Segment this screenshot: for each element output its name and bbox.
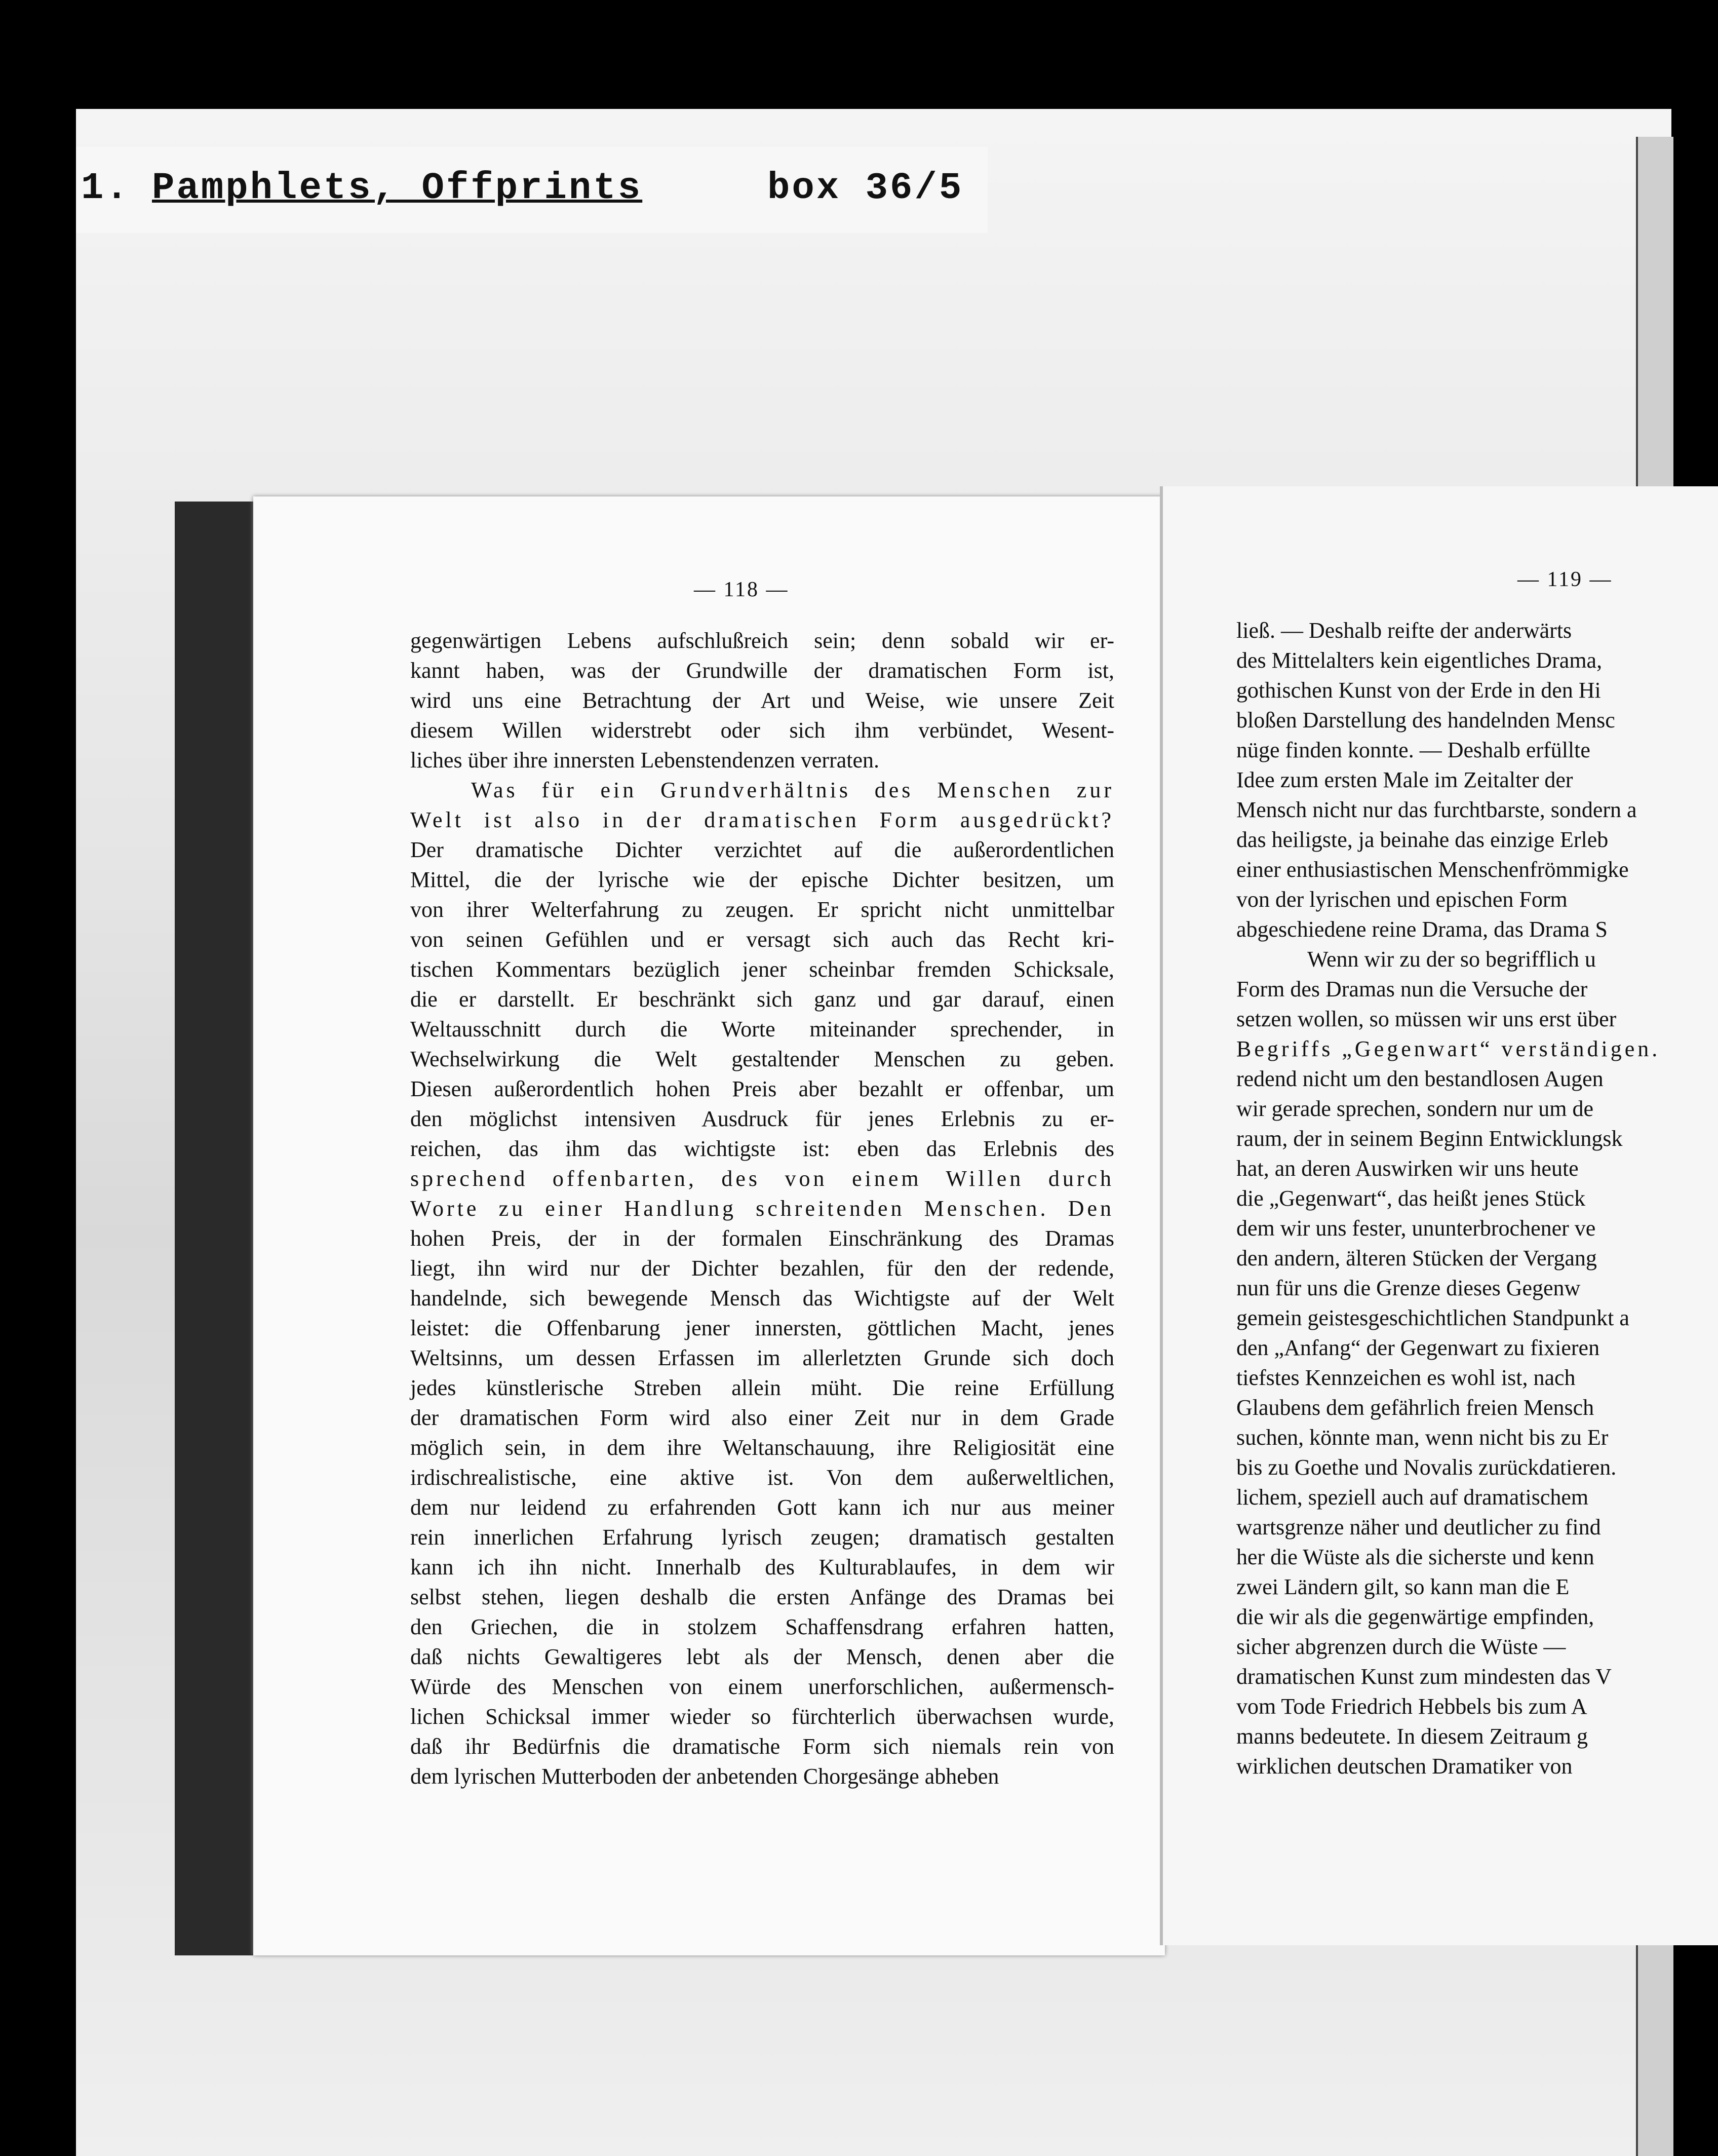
- text-line: Welt ist also in der dramatischen Form ausgedrückt?: [410, 807, 1114, 832]
- text-line: gothischen Kunst von der Erde in den Hi: [1236, 678, 1601, 703]
- text-line: Wenn wir zu der so begrifflich u: [1307, 947, 1596, 972]
- text-line: lichem, speziell auch auf dramatischem: [1236, 1485, 1589, 1510]
- label-box-number: box 36/5: [767, 167, 964, 210]
- text-line: daß ihr Bedürfnis die dramatische Form sich niemals rein von: [410, 1734, 1114, 1759]
- text-line: diesem Willen widerstrebt oder sich ihm verbündet, Wesent-: [410, 718, 1114, 743]
- text-line: sicher abgrenzen durch die Wüste —: [1236, 1634, 1566, 1659]
- text-line: gemein geistesgeschichtlichen Standpunkt a: [1236, 1305, 1629, 1330]
- text-line: bloßen Darstellung des handelnden Mensc: [1236, 708, 1615, 733]
- text-line: irdischrealistische, eine aktive ist. Von dem außerweltlichen,: [410, 1465, 1114, 1490]
- text-line: suchen, könnte man, wenn nicht bis zu Er: [1236, 1425, 1609, 1450]
- text-line: dramatischen Kunst zum mindesten das V: [1236, 1664, 1612, 1689]
- text-line: lichen Schicksal immer wieder so fürchterlich überwachsen wurde,: [410, 1704, 1114, 1729]
- text-line: leistet: die Offenbarung jener innersten, göttlichen Macht, jenes: [410, 1316, 1114, 1340]
- text-line: setzen wollen, so müssen wir uns erst über: [1236, 1007, 1617, 1031]
- text-line: wird uns eine Betrachtung der Art und Weise, wie unsere Zeit: [410, 688, 1114, 713]
- text-line: Diesen außerordentlich hohen Preis aber bezahlt er offenbar, um: [410, 1076, 1114, 1101]
- right-page-body: [1236, 615, 1718, 1781]
- text-line: selbst stehen, liegen deshalb die ersten Anfänge des Dramas bei: [410, 1585, 1114, 1609]
- text-line: den Griechen, die in stolzem Schaffensdrang erfahren hatten,: [410, 1614, 1114, 1639]
- text-line: nüge finden konnte. — Deshalb erfüllte: [1236, 738, 1590, 762]
- text-line: her die Wüste als die sicherste und kenn: [1236, 1545, 1594, 1569]
- text-line: die wir als die gegenwärtige empfinden,: [1236, 1604, 1594, 1629]
- text-line: den andern, älteren Stücken der Vergang: [1236, 1246, 1597, 1270]
- text-line: wirklichen deutschen Dramatiker von: [1236, 1754, 1573, 1779]
- text-line: wir gerade sprechen, sondern nur um de: [1236, 1096, 1593, 1121]
- text-line: Weltausschnitt durch die Worte miteinander sprechender, in: [410, 1017, 1114, 1042]
- text-line: ließ. — Deshalb reifte der anderwärts: [1236, 618, 1572, 643]
- text-line: jedes künstlerische Streben allein müht. Die reine Erfüllung: [410, 1375, 1114, 1400]
- text-line: von ihrer Welterfahrung zu zeugen. Er spricht nicht unmittelbar: [410, 897, 1114, 922]
- text-line: Glaubens dem gefährlich freien Mensch: [1236, 1395, 1594, 1420]
- text-line: wartsgrenze näher und deutlicher zu find: [1236, 1515, 1601, 1539]
- left-page-body: [410, 626, 1114, 1791]
- text-line: kann ich ihn nicht. Innerhalb des Kulturablaufes, in dem wir: [410, 1555, 1114, 1580]
- text-line: Mittel, die der lyrische wie der epische Dichter besitzen, um: [410, 867, 1114, 892]
- text-line: kannt haben, was der Grundwille der dramatischen Form ist,: [410, 658, 1114, 683]
- text-line: manns bedeutete. In diesem Zeitraum g: [1236, 1724, 1588, 1749]
- page-number-right: — 119 —: [1517, 568, 1613, 591]
- right-page: [1160, 486, 1718, 1945]
- text-line: rein innerlichen Erfahrung lyrisch zeugen; dramatisch gestalten: [410, 1525, 1114, 1550]
- text-line: dem lyrischen Mutterboden der anbetenden Chorgesänge abheben: [410, 1764, 999, 1789]
- label-title: Pamphlets, Offprints: [152, 167, 643, 210]
- text-line: Mensch nicht nur das furchtbarste, sondern a: [1236, 797, 1637, 822]
- text-line: der dramatischen Form wird also einer Zeit nur in dem Grade: [410, 1405, 1114, 1430]
- text-line: Würde des Menschen von einem unerforschlichen, außermensch-: [410, 1674, 1114, 1699]
- text-line: hat, an deren Auswirken wir uns heute: [1236, 1156, 1579, 1181]
- text-line: tiefstes Kennzeichen es wohl ist, nach: [1236, 1365, 1576, 1390]
- text-line: abgeschiedene reine Drama, das Drama S: [1236, 917, 1608, 942]
- text-line: daß nichts Gewaltigeres lebt als der Mensch, denen aber die: [410, 1644, 1114, 1669]
- text-line: Der dramatische Dichter verzichtet auf die außerordentlichen: [410, 837, 1114, 862]
- text-line: einer enthusiastischen Menschenfrömmigke: [1236, 857, 1629, 882]
- text-line: Weltsinns, um dessen Erfassen im allerletzten Grunde sich doch: [410, 1345, 1114, 1370]
- text-line: dem wir uns fester, ununterbrochener ve: [1236, 1216, 1596, 1241]
- text-line: nun für uns die Grenze dieses Gegenw: [1236, 1276, 1581, 1300]
- text-line: zwei Ländern gilt, so kann man die E: [1236, 1574, 1570, 1599]
- text-line: das heiligste, ja beinahe das einzige Erleb: [1236, 827, 1609, 852]
- label-number: 1.: [81, 167, 130, 210]
- text-line: handelnde, sich bewegende Mensch das Wichtigste auf der Welt: [410, 1286, 1114, 1311]
- text-line: die er darstellt. Er beschränkt sich ganz und gar darauf, einen: [410, 987, 1114, 1012]
- text-line: sprechend offenbarten, des von einem Willen durch: [410, 1166, 1114, 1191]
- text-line: Form des Dramas nun die Versuche der: [1236, 977, 1588, 1002]
- text-line: redend nicht um den bestandlosen Augen: [1236, 1066, 1604, 1091]
- text-line: gegenwärtigen Lebens aufschlußreich sein; denn sobald wir er-: [410, 628, 1114, 653]
- text-line: hohen Preis, der in der formalen Einschränkung des Dramas: [410, 1226, 1114, 1251]
- page-number-left: — 118 —: [694, 578, 789, 601]
- text-line: den „Anfang“ der Gegenwart zu fixieren: [1236, 1335, 1600, 1360]
- archive-label: [76, 147, 988, 233]
- left-page: [253, 496, 1165, 1955]
- text-line: Was für ein Grundverhältnis des Menschen zur: [471, 778, 1114, 802]
- text-line: tischen Kommentars bezüglich jener scheinbar fremden Schicksale,: [410, 957, 1114, 982]
- text-line: die „Gegenwart“, das heißt jenes Stück: [1236, 1186, 1586, 1211]
- text-line: bis zu Goethe und Novalis zurückdatieren.: [1236, 1455, 1617, 1480]
- text-line: dem nur leidend zu erfahrenden Gott kann ich nur aus meiner: [410, 1495, 1114, 1520]
- text-line: des Mittelalters kein eigentliches Drama,: [1236, 648, 1603, 673]
- text-line: vom Tode Friedrich Hebbels bis zum A: [1236, 1694, 1587, 1719]
- text-line: raum, der in seinem Beginn Entwicklungsk: [1236, 1126, 1623, 1151]
- text-line: reichen, das ihm das wichtigste ist: eben das Erlebnis des: [410, 1136, 1114, 1161]
- text-line: Worte zu einer Handlung schreitenden Menschen. Den: [410, 1196, 1114, 1221]
- text-line: möglich sein, in dem ihre Weltanschauung, ihre Religiosität eine: [410, 1435, 1114, 1460]
- text-line: von der lyrischen und epischen Form: [1236, 887, 1568, 912]
- text-line: Begriffs „Gegenwart“ verständigen.: [1236, 1036, 1661, 1061]
- text-line: liches über ihre innersten Lebenstendenzen verraten.: [410, 748, 880, 773]
- text-line: von seinen Gefühlen und er versagt sich auch das Recht kri-: [410, 927, 1114, 952]
- text-line: Wechselwirkung die Welt gestaltender Menschen zu geben.: [410, 1047, 1114, 1071]
- text-line: liegt, ihn wird nur der Dichter bezahlen, für den der redende,: [410, 1256, 1114, 1281]
- text-line: den möglichst intensiven Ausdruck für jenes Erlebnis zu er-: [410, 1106, 1114, 1131]
- text-line: Idee zum ersten Male im Zeitalter der: [1236, 767, 1573, 792]
